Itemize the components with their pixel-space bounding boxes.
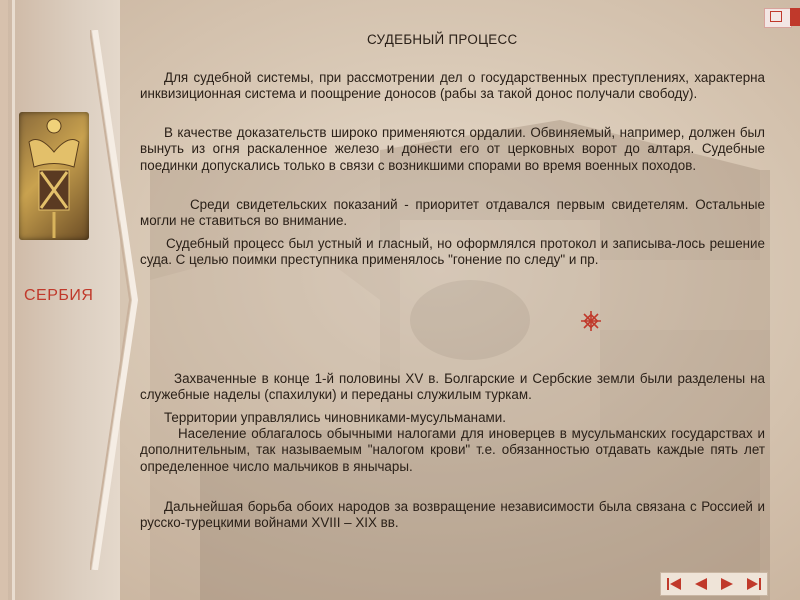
prev-page-button[interactable] [691, 576, 711, 592]
serbian-emblem [19, 112, 89, 240]
window-icon [770, 11, 782, 22]
prev-icon [692, 577, 710, 591]
paragraph: Территории управлялись чиновниками-мусульманами. [164, 410, 506, 425]
star-ornament-icon [580, 310, 602, 332]
left-stripe-light [12, 0, 15, 600]
chevron-divider [90, 30, 140, 570]
paragraph: В качестве доказательств широко применяются ордалии. Обвиняемый, например, должен был вынуть из огня раскаленное железо и донести его от церковных ворот до алтаря. Судебные поединки допускались только в связи с возникшими спорами во время военных походов. [140, 125, 765, 173]
paragraph: Для судебной системы, при рассмотрении дел о государственных преступлениях, характерна инквизиционная система и поощрение доносов (рабы за такой донос получали свободу). [140, 70, 765, 102]
next-page-button[interactable] [717, 576, 737, 592]
left-stripe [0, 0, 8, 600]
paragraph: Судебный процесс был устный и гласный, но оформлялся протокол и записыва-лось решение суда. С целью поимки преступника применялось "гонение по следу" и пр. [140, 236, 765, 268]
page-title: СУДЕБНЫЙ ПРОЦЕСС [367, 32, 518, 47]
paragraph: Дальнейшая борьба обоих народов за возвращение независимости была связана с Россией и русско-турецкими войнами XVIII – XIX вв. [140, 499, 765, 531]
paragraph: Население облагалось обычными налогами для иноверцев в мусульманских государствах и дополнительным, так называемым "налогом крови" т.е. обязанностью отдавать каждые пять лет определенное число мальчиков в янычары. [140, 426, 765, 474]
last-icon [745, 577, 763, 591]
close-button-edge [790, 8, 800, 26]
paragraph: Захваченные в конце 1-й половины XV в. Болгарские и Сербские земли были разделены на служебные наделы (спахилуки) и переданы служилым туркам. [140, 371, 765, 403]
paragraph: Среди свидетельских показаний - приоритет отдавался первым свидетелям. Остальные могли не ставиться во внимание. [140, 197, 765, 229]
next-icon [718, 577, 736, 591]
region-label: СЕРБИЯ [24, 287, 94, 304]
last-page-button[interactable] [744, 576, 764, 592]
emblem-icon [19, 112, 89, 240]
first-icon [665, 577, 683, 591]
navigation-bar [660, 572, 768, 596]
first-page-button[interactable] [664, 576, 684, 592]
